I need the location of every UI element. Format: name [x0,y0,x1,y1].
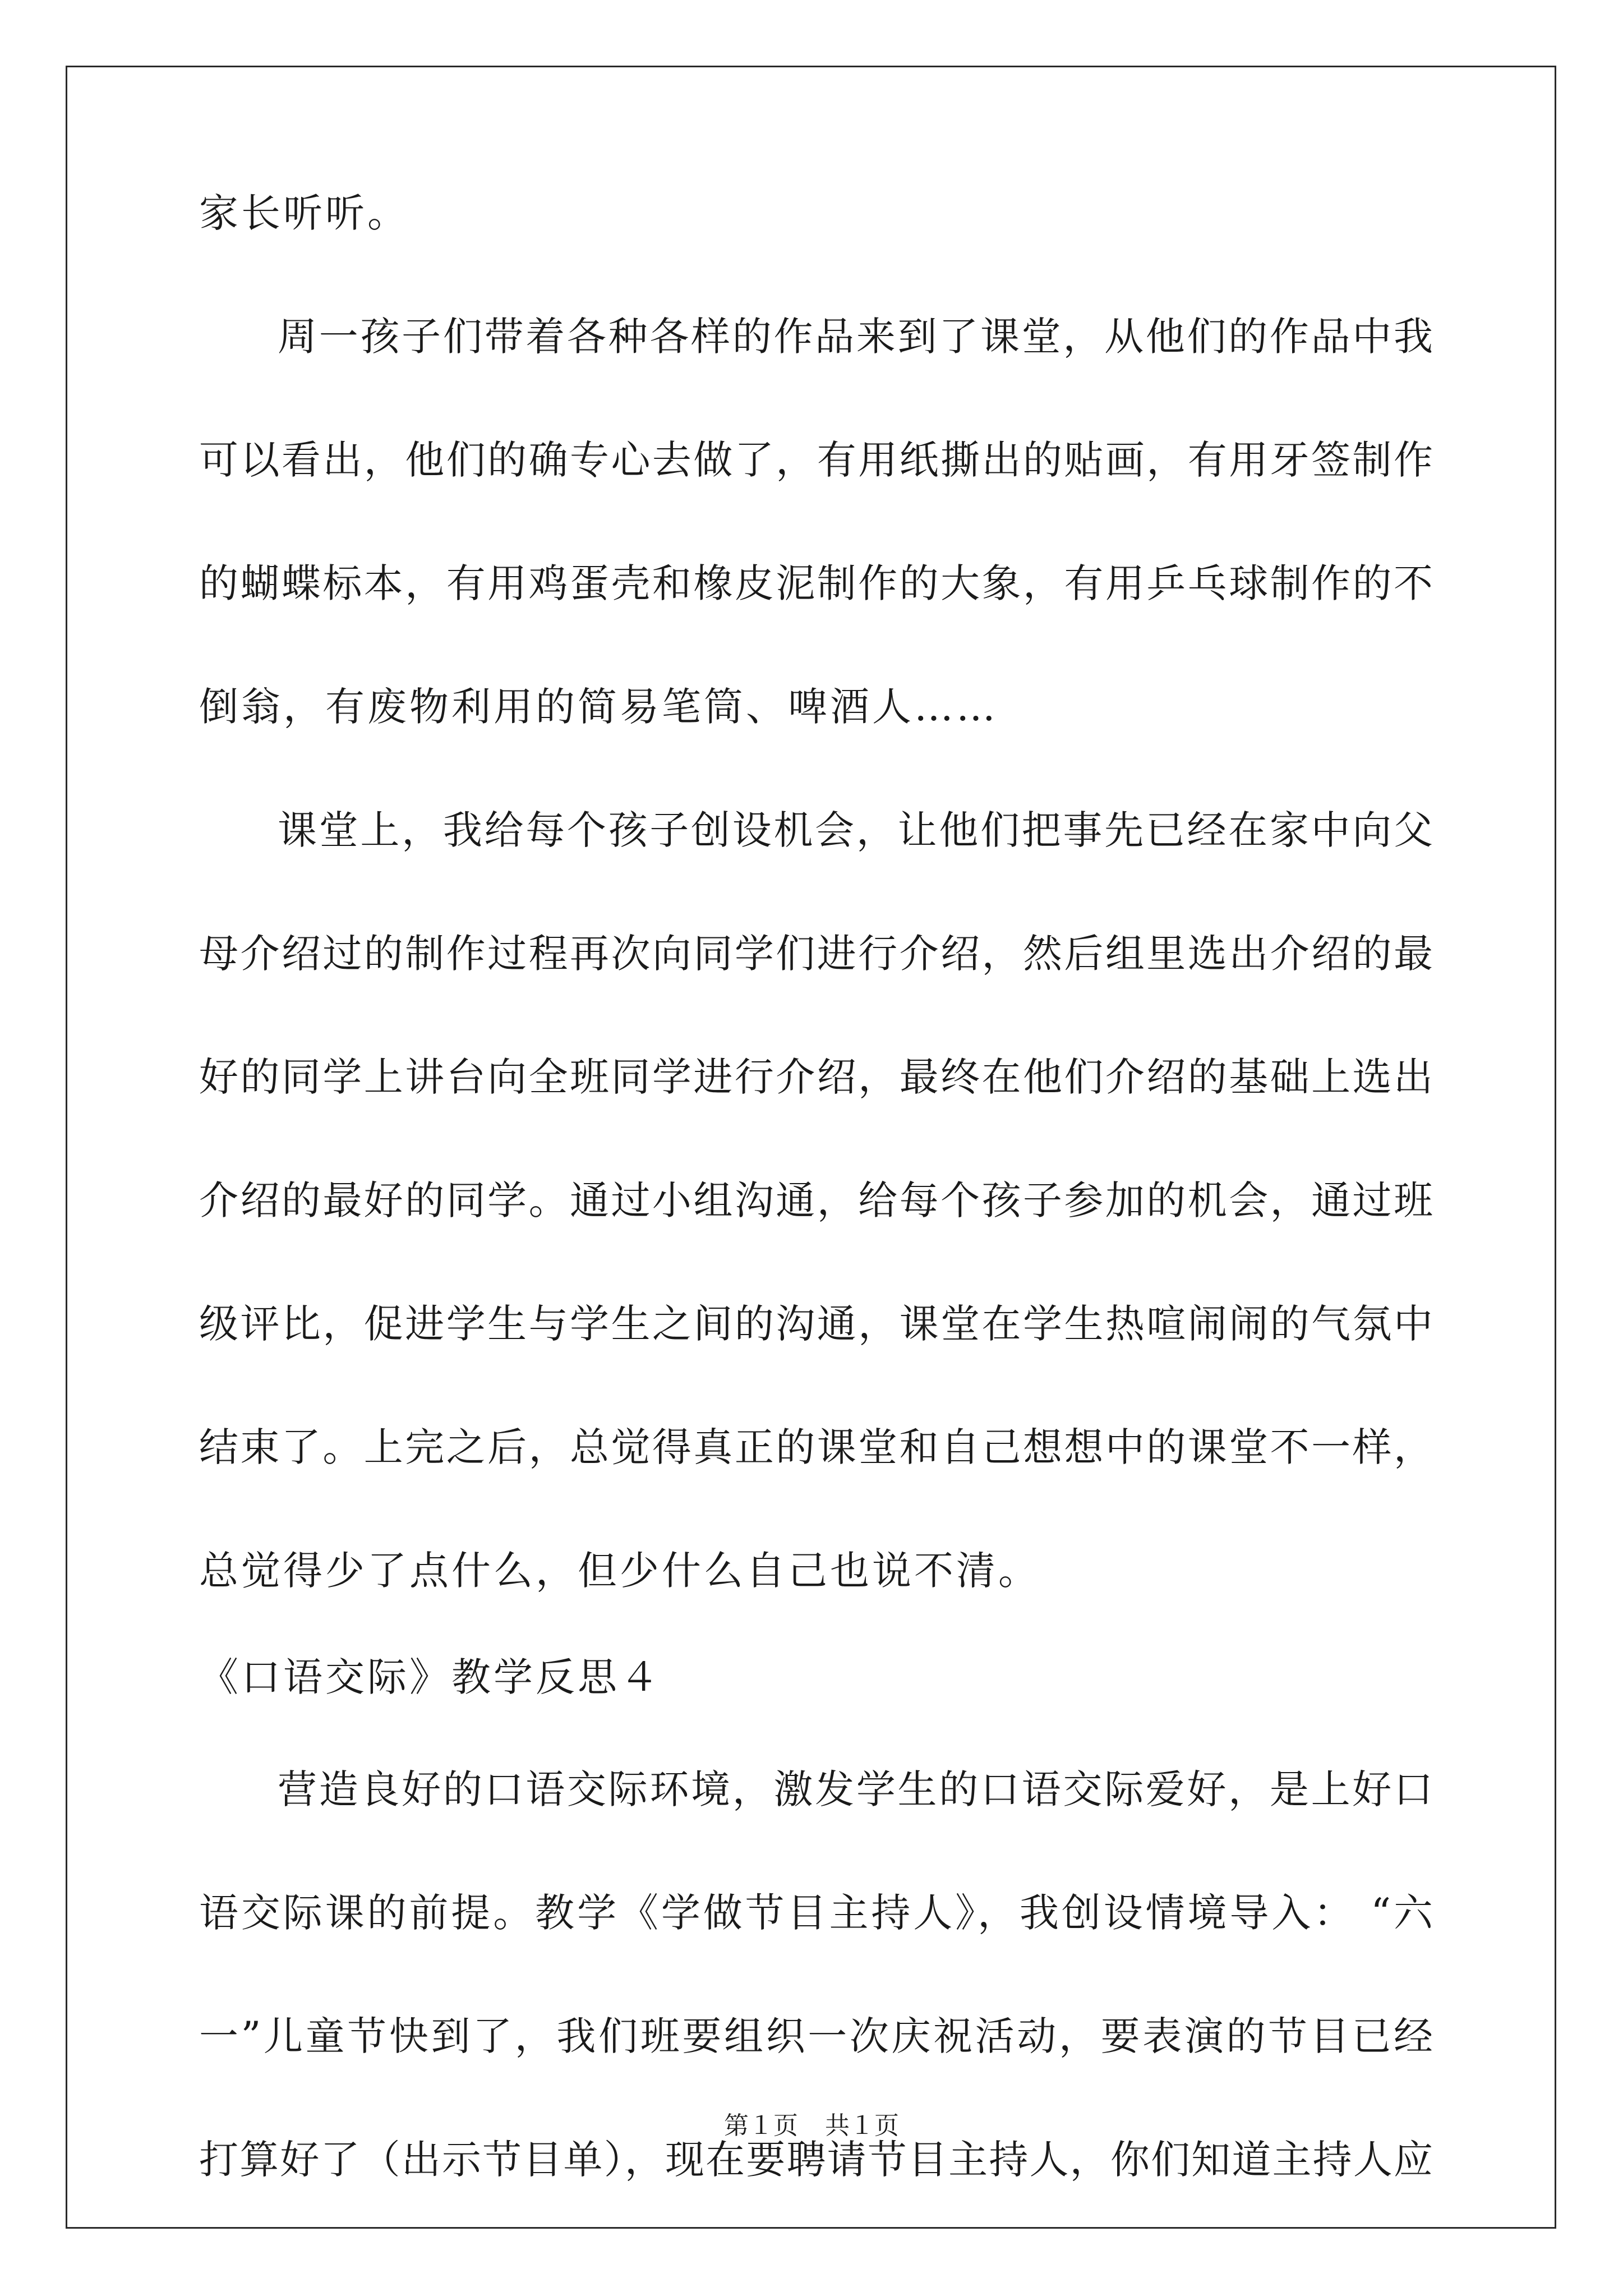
paragraph-line: 的蝴蝶标本，有用鸡蛋壳和橡皮泥制作的大象，有用乒乓球制作的不 [199,560,1433,606]
page-number: 第１页 [724,2111,798,2140]
paragraph-line: 一”儿童节快到了，我们班要组织一次庆祝活动，要表演的节目已经 [199,2013,1433,2059]
paragraph-line: 好的同学上讲台向全班同学进行介绍，最终在他们介绍的基础上选出 [199,1054,1433,1100]
paragraph-line: 母介绍过的制作过程再次向同学们进行介绍，然后组里选出介绍的最 [199,931,1433,977]
paragraph-line: 打算好了（出示节目单），现在要聘请节目主持人，你们知道主持人应 [199,2137,1433,2183]
paragraph-line: 语交际课的前提。教学《学做节目主持人》，我创设情境导入： “六 [199,1890,1433,1936]
paragraph-line: 课堂上，我给每个孩子创设机会，让他们把事先已经在家中向父 [278,807,1433,853]
section-heading: 《口语交际》教学反思４ [199,1654,662,1700]
paragraph-line: 周一孩子们带着各种各样的作品来到了课堂，从他们的作品中我 [278,314,1433,360]
page-footer [0,2109,1623,2143]
page-total: 共１页 [825,2111,899,2140]
paragraph-line: 可以看出，他们的确专心去做了，有用纸撕出的贴画，有用牙签制作 [199,437,1433,483]
paragraph-line: 家长听听。 [199,190,409,236]
paragraph-line: 级评比，促进学生与学生之间的沟通，课堂在学生热喧闹闹的气氛中 [199,1301,1433,1347]
paragraph-line: 结束了。上完之后，总觉得真正的课堂和自己想想中的课堂不一样， [199,1424,1433,1470]
paragraph-line: 介绍的最好的同学。通过小组沟通，给每个孩子参加的机会，通过班 [199,1177,1433,1223]
paragraph-line: 营造良好的口语交际环境，激发学生的口语交际爱好，是上好口 [278,1766,1433,1812]
paragraph-line: 总觉得少了点什么，但少什么自己也说不清。 [199,1548,1040,1594]
paragraph-line: 倒翁，有废物利用的简易笔筒、啤酒人…… [199,684,998,730]
